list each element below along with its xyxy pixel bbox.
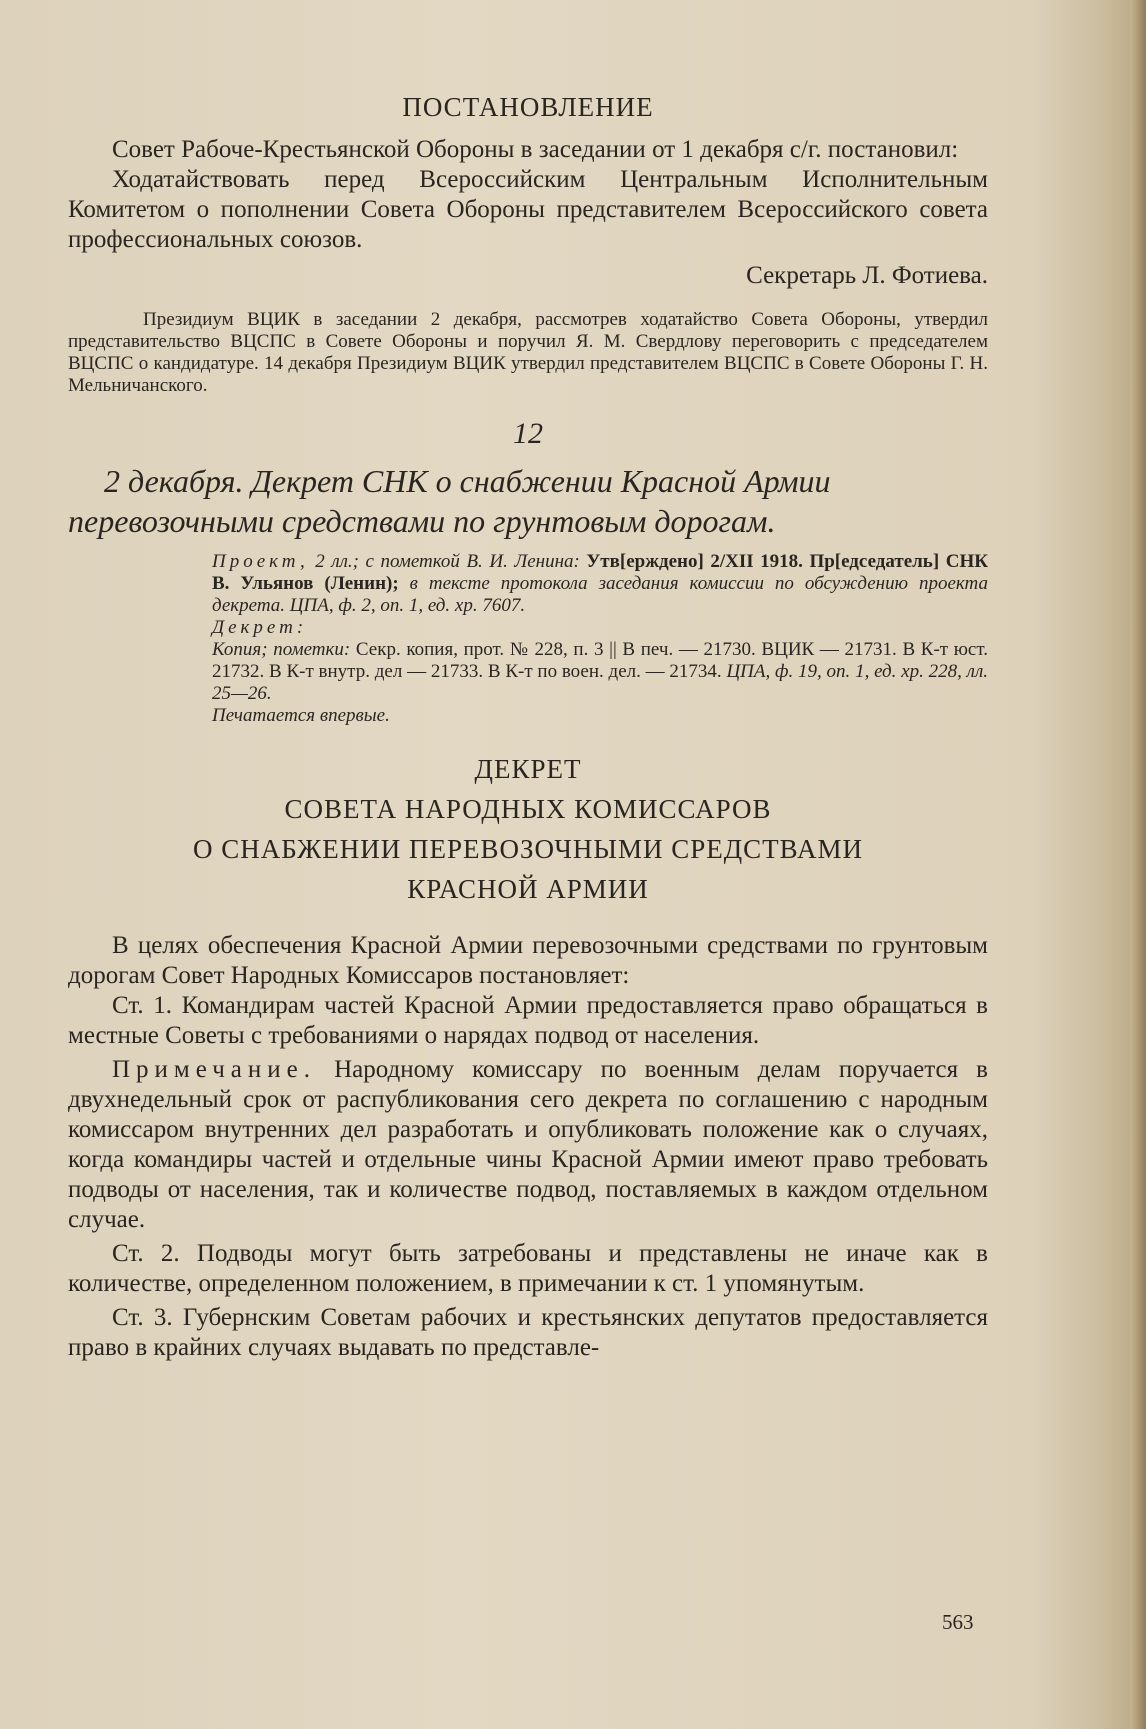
- draft-note: [212, 551, 988, 617]
- page-number: 563: [942, 1610, 974, 1634]
- copy-note: [212, 639, 988, 705]
- note-label: Примечание.: [112, 1056, 317, 1083]
- copy-archive: ЦПА, ф. 19, оп. 1, ед. хр. 228, лл. 25—26.: [212, 661, 988, 704]
- decree-article-3: Ст. 3. Губернским Советам рабочих и крестьянских депутатов предоставляется право в крайних случаях выдавать по представле-: [68, 1304, 988, 1361]
- draft-source: в тексте протокола заседания комиссии по обсуждению проекта декрета. ЦПА, ф. 2, оп. 1, ед. хр. 7607.: [212, 573, 988, 616]
- draft-details: 2 лл.; с пометкой В. И. Ленина:: [308, 551, 587, 572]
- decree-title-line-3: О СНАБЖЕНИИ ПЕРЕВОЗОЧНЫМИ СРЕДСТВАМИ: [193, 834, 863, 864]
- decree-note: [68, 1055, 988, 1235]
- resolution-heading: ПОСТАНОВЛЕНИЕ: [402, 92, 654, 122]
- decree-title-line-4: КРАСНОЙ АРМИИ: [407, 874, 649, 904]
- presidium-footnote: Президиум ВЦИК в заседании 2 декабря, рассмотрев ходатайство Совета Обороны, утвердил представительство ВЦСПС в Совете Обороны и поручил Я. М. Свердлову переговорить с председателем ВЦСПС о кандидатуре. 14 декабря Президиум ВЦИК утвердил представителем ВЦСПС в Совете Обороны Г. Н. Мельничанского.: [68, 309, 988, 396]
- decree-title-line-1: ДЕКРЕТ: [474, 754, 582, 784]
- copy-details: Секр. копия, прот. № 228, п. 3 || В печ. — 21730. ВЦИК — 21731. В К-т юст. 21732. В К-т внутр. дел — 21733. В К-т по воен. дел. — 21734.: [212, 639, 988, 682]
- decree-label: Декрет:: [212, 617, 308, 638]
- decree-title-line-2: СОВЕТА НАРОДНЫХ КОМИССАРОВ: [284, 794, 772, 824]
- decree-title: [68, 749, 988, 909]
- copy-label: Копия; пометки:: [212, 639, 351, 660]
- document-number: 12: [513, 417, 543, 450]
- archival-notes: [212, 551, 988, 727]
- resolution-paragraph-1: Совет Рабоче-Крестьянской Обороны в заседании от 1 декабря с/г. постановил:: [112, 136, 959, 163]
- decree-article-1: Ст. 1. Командирам частей Красной Армии предоставляется право обращаться в местные Советы с требованиями о нарядах подвод от населения.: [68, 992, 988, 1049]
- document-title: 2 декабря. Декрет СНК о снабжении Красной Армии перевозочными средствами по грунтовым дорогам.: [68, 463, 831, 539]
- note-text: Народному комиссару по военным делам поручается в двухнедельный срок от распубликования сего декрета по соглашению с народным комиссаром внутренних дел разработать и опубликовать положение как о случаях, когда командиры частей и отдельные чины Красной Армии имеют право требовать подводы от населения, так и количестве подвод, поставляемых в каждом отдельном случае.: [68, 1056, 988, 1233]
- page-content: [68, 92, 988, 1363]
- draft-label: Проект,: [212, 551, 309, 572]
- approval-mark: Утв[ерждено] 2/XII 1918. Пр[едседатель] СНК В. Ульянов (Ленин);: [212, 551, 988, 594]
- first-print-note: Печатается впервые.: [212, 705, 390, 726]
- secretary-signature: Секретарь Л. Фотиева.: [746, 262, 988, 289]
- decree-intro: В целях обеспечения Красной Армии перевозочными средствами по грунтовым дорогам Совет Народных Комиссаров постановляет:: [68, 932, 988, 989]
- resolution-paragraph-2: Ходатайствовать перед Всероссийским Центральным Исполнительным Комитетом о пополнении Совета Обороны представителем Всероссийского совета профессиональных союзов.: [68, 166, 988, 253]
- decree-article-2: Ст. 2. Подводы могут быть затребованы и представлены не иначе как в количестве, определенном положением, в примечании к ст. 1 упомянутым.: [68, 1240, 988, 1297]
- page-edge: [1130, 0, 1146, 1729]
